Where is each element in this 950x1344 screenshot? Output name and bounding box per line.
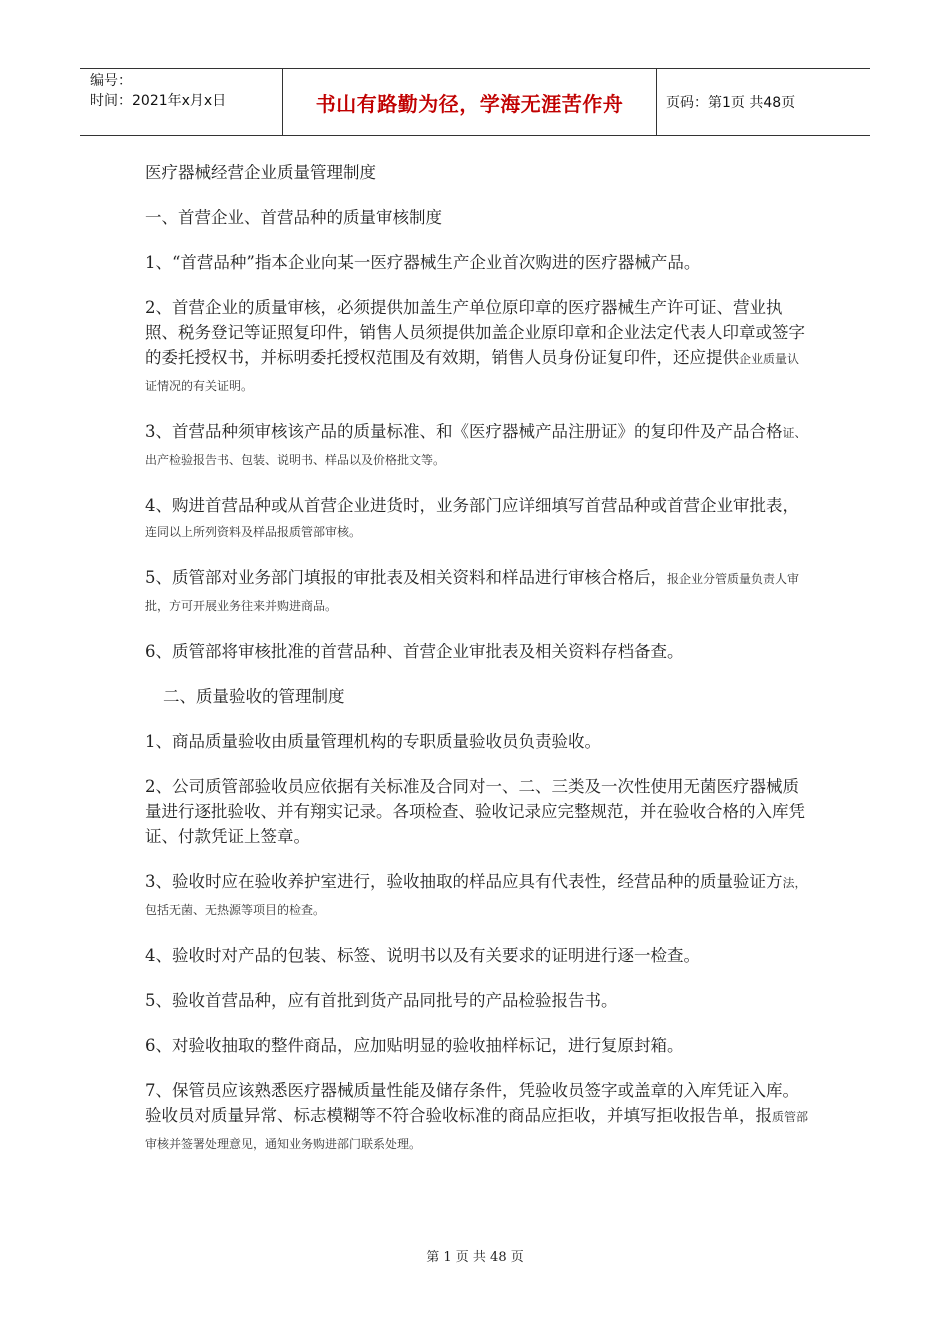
page-footer: 第 1 页 共 48 页 xyxy=(426,1250,524,1265)
section-2-item-4: 4、验收时对产品的包装、标签、说明书以及有关要求的证明进行逐一检查。 xyxy=(145,946,700,965)
section-1-item-2-small: 企业质量认证情况的有关证明。 xyxy=(145,352,800,393)
document-body xyxy=(145,160,810,1177)
document-number-label: 编号： xyxy=(90,73,132,89)
section-2-item-7 xyxy=(145,1078,810,1157)
header-page-info: 页码：第1页 共48页 xyxy=(666,95,796,111)
section-2-heading: 二、质量验收的管理制度 xyxy=(163,687,345,706)
section-2-item-7-text: 7、保管员应该熟悉医疗器械质量性能及储存条件，凭验收员签字或盖章的入库凭证入库。验收员对质量异常、标志模糊等不符合验收标准的商品应拒收，并填写拒收报告单，报 xyxy=(145,1081,799,1125)
document-date-label: 时间：2021年x月x日 xyxy=(90,93,227,109)
section-2-item-2: 2、公司质管部验收员应依据有关标准及合同对一、二、三类及一次性使用无菌医疗器械质量进行逐批验收、并有翔实记录。各项检查、验收记录应完整规范，并在验收合格的入库凭证、付款凭证上签章。 xyxy=(145,777,805,846)
section-1-item-2 xyxy=(145,295,810,399)
section-2-item-7-small: 质管部审核并签署处理意见，通知业务购进部门联系处理。 xyxy=(145,1110,809,1151)
section-1-item-4-text: 4、购进首营品种或从首营企业进货时，业务部门应详细填写首营品种或首营企业审批表， xyxy=(145,496,799,515)
page-header xyxy=(80,68,870,136)
section-1-item-5-small: 报企业分管质量负责人审批，方可开展业务往来并购进商品。 xyxy=(145,572,800,613)
document-title: 医疗器械经营企业质量管理制度 xyxy=(145,163,376,182)
section-1-item-5 xyxy=(145,565,810,619)
section-1-item-5-text: 5、质管部对业务部门填报的审批表及相关资料和样品进行审核合格后， xyxy=(145,568,667,587)
section-1-item-3-small: 证、出产检验报告书、包装、说明书、样品以及价格批文等。 xyxy=(145,426,807,467)
section-1-item-1: 1、“首营品种”指本企业向某一医疗器械生产企业首次购进的医疗器械产品。 xyxy=(145,253,701,272)
section-2-item-1: 1、商品质量验收由质量管理机构的专职质量验收员负责验收。 xyxy=(145,732,601,751)
section-1-heading: 一、首营企业、首营品种的质量审核制度 xyxy=(145,208,442,227)
section-1-item-2-text: 2、首营企业的质量审核，必须提供加盖生产单位原印章的医疗器械生产许可证、营业执照、税务登记等证照复印件，销售人员须提供加盖企业原印章和企业法定代表人印章或签字的委托授权书，并标明委托授权范围及有效期，销售人员身份证复印件，还应提供 xyxy=(145,298,805,367)
section-2-item-3-small: 法，包括无菌、无热源等项目的检查。 xyxy=(145,876,807,917)
section-2-item-6: 6、对验收抽取的整件商品，应加贴明显的验收抽样标记，进行复原封箱。 xyxy=(145,1036,684,1055)
section-1-item-3-text: 3、首营品种须审核该产品的质量标准、和《医疗器械产品注册证》的复印件及产品合格 xyxy=(145,422,783,441)
section-2-item-3-text: 3、验收时应在验收养护室进行，验收抽取的样品应具有代表性，经营品种的质量验证方 xyxy=(145,872,783,891)
section-1-item-3 xyxy=(145,419,810,473)
section-2-item-3 xyxy=(145,869,810,923)
section-1-item-6: 6、质管部将审核批准的首营品种、首营企业审批表及相关资料存档备查。 xyxy=(145,642,684,661)
section-1-item-4-small: 连同以上所列资料及样品报质管部审核。 xyxy=(145,525,362,539)
section-2-item-5: 5、验收首营品种，应有首批到货产品同批号的产品检验报告书。 xyxy=(145,991,618,1010)
header-motto: 书山有路勤为径，学海无涯苦作舟 xyxy=(283,69,657,135)
header-meta xyxy=(80,69,283,135)
section-1-item-4 xyxy=(145,493,810,545)
